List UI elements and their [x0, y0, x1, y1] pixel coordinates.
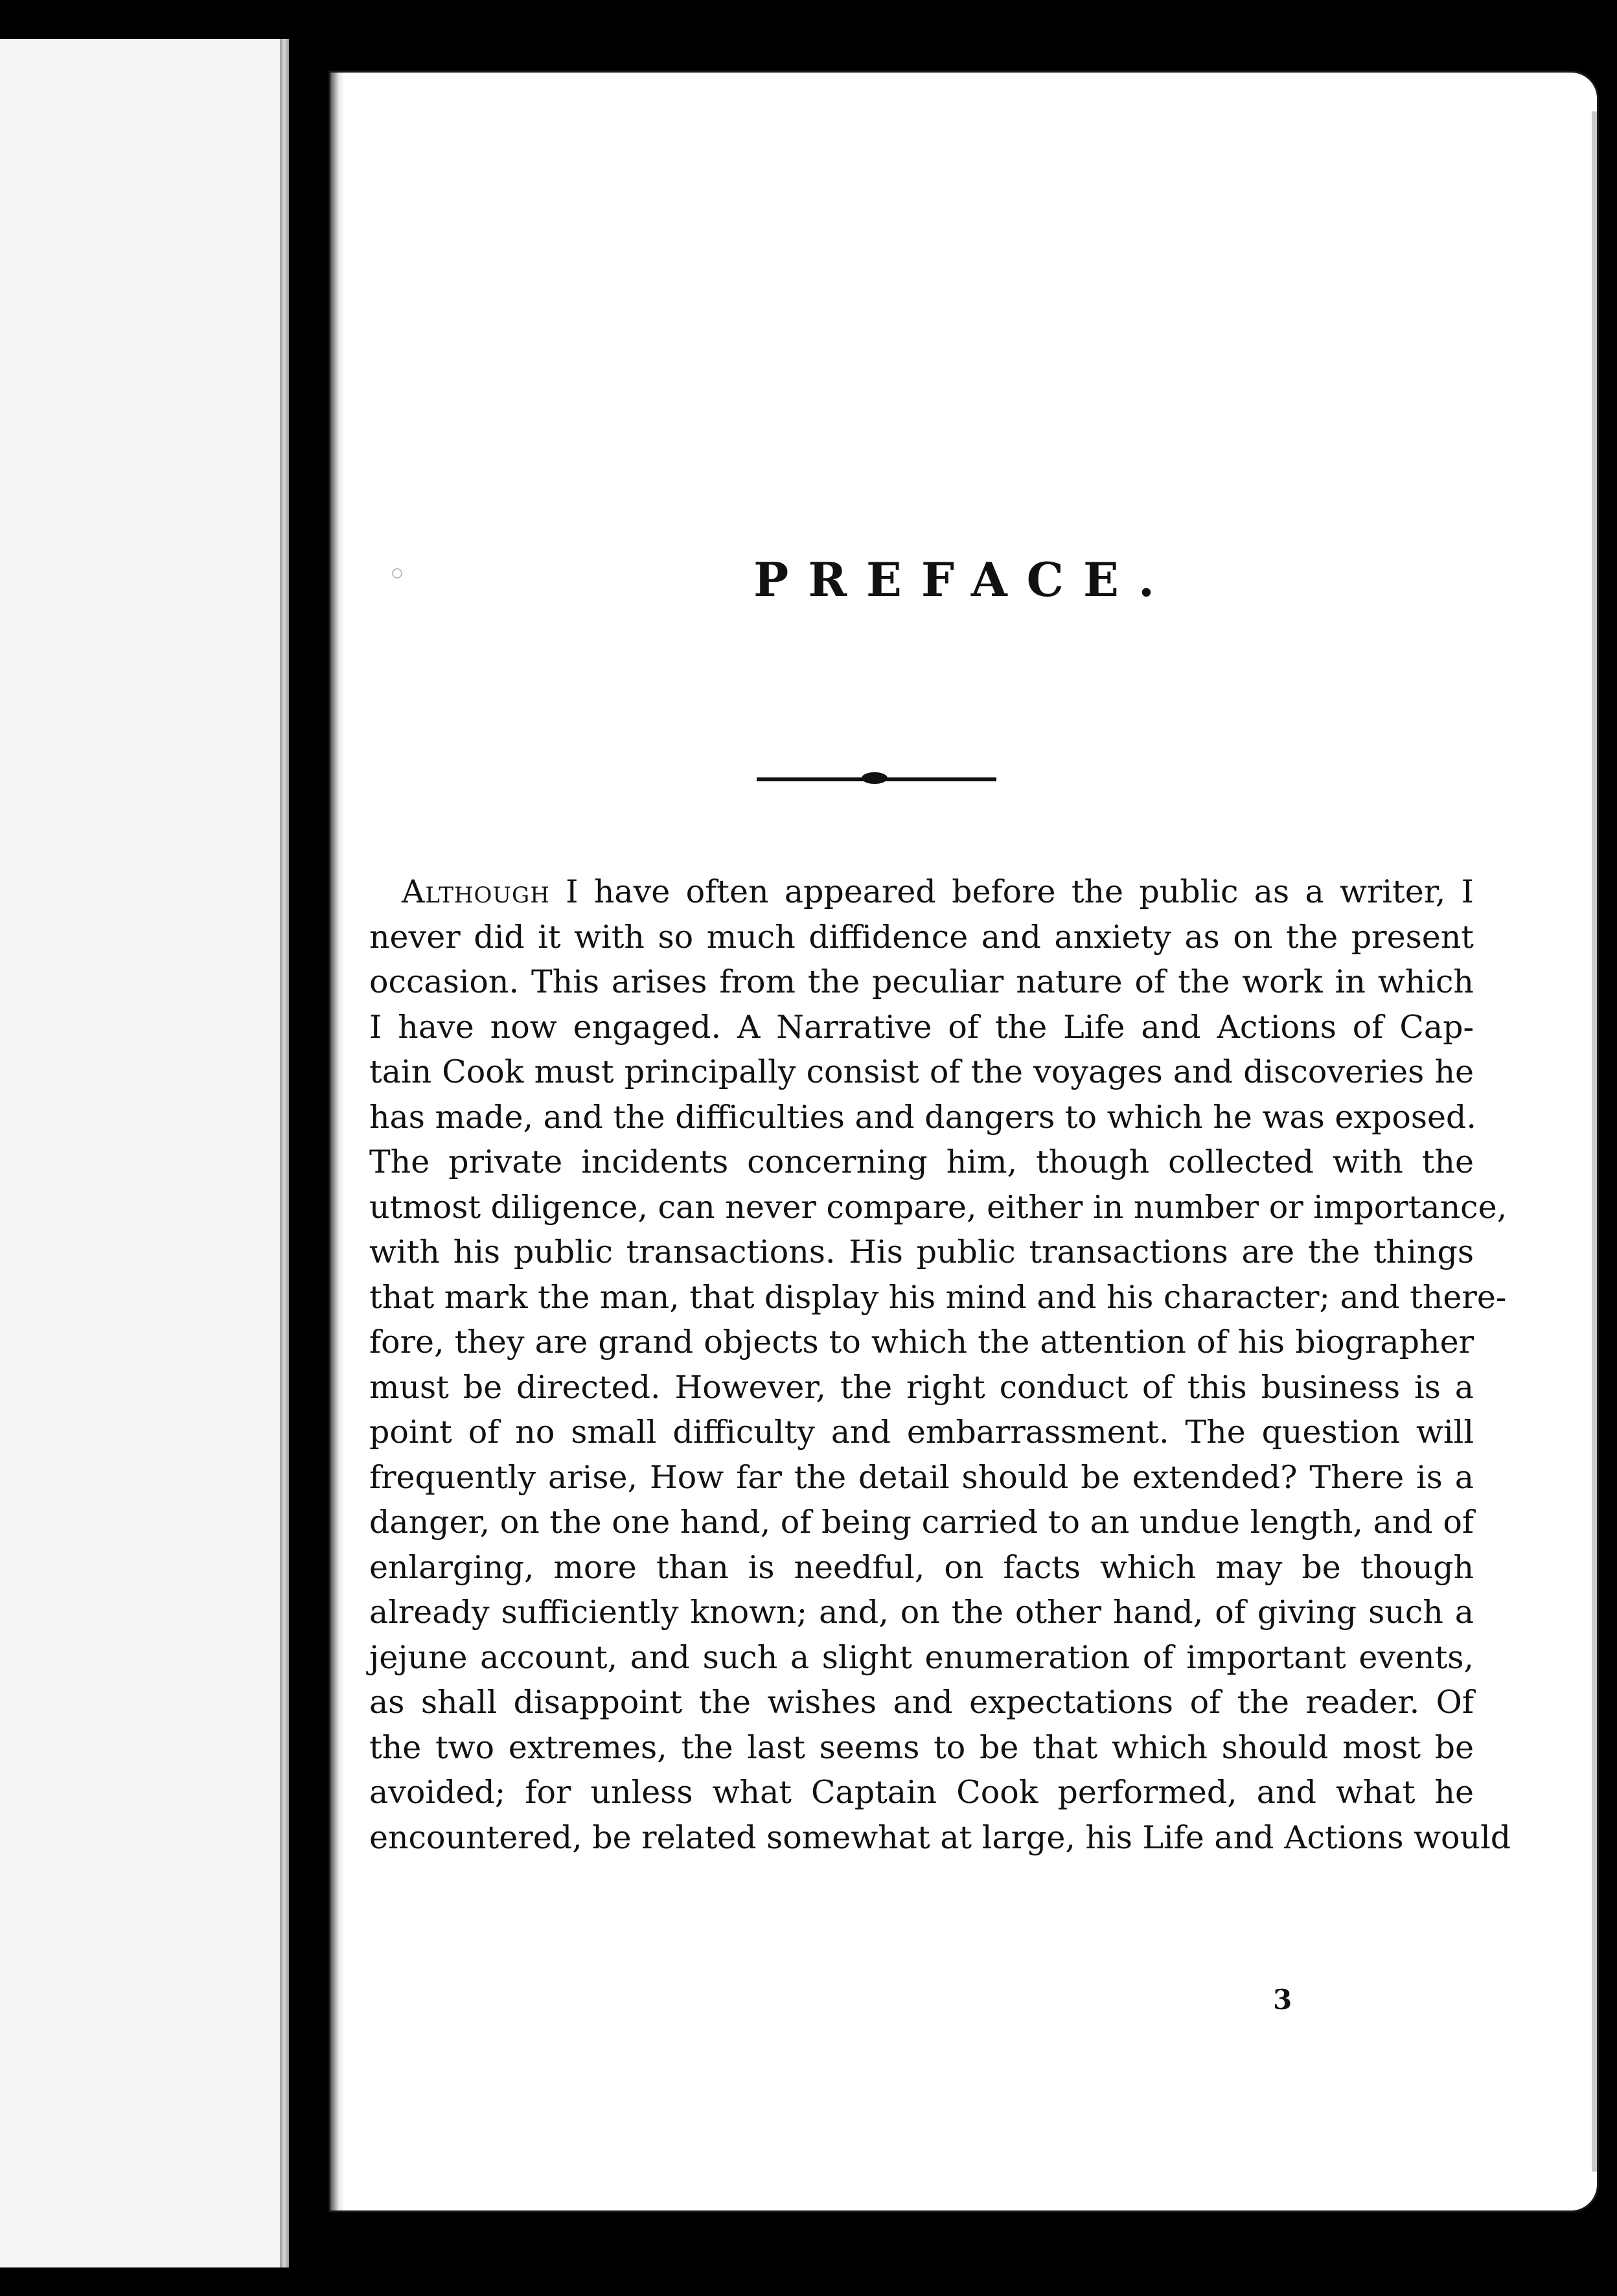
text-line: encountered, be related somewhat at large, his Life and Actions would	[369, 1819, 1511, 1856]
text-line: avoided; for unless what Captain Cook performed, and what he	[369, 1774, 1474, 1811]
rule-ornament-icon	[862, 772, 888, 784]
text-line: point of no small difficulty and embarrassment. The question will	[369, 1414, 1474, 1451]
text-line: fore, they are grand objects to which the attention of his biographer	[369, 1324, 1474, 1360]
text-line: must be directed. However, the right conduct of this business is a	[369, 1368, 1474, 1406]
page-binding-edge	[330, 73, 345, 2210]
text-line: occasion. This arises from the peculiar nature of the work in which	[369, 963, 1474, 1000]
text-line: that mark the man, that display his mind and his character; and there-	[369, 1278, 1507, 1316]
text-line: has made, and the difficulties and dangers to which he was exposed.	[369, 1098, 1476, 1136]
page-title: PREFACE.	[753, 552, 1174, 607]
text-line: with his public transactions. His public transactions are the things	[369, 1234, 1474, 1270]
lead-word: Although	[402, 873, 550, 910]
page-number: 3	[1273, 1984, 1292, 2015]
text-line: Although I have often appeared before the public as a writer, I	[402, 873, 1474, 910]
text-line: as shall disappoint the wishes and expectations of the reader. Of	[369, 1684, 1474, 1721]
text-line: the two extremes, the last seems to be that which should most be	[369, 1728, 1474, 1766]
text-line: danger, on the one hand, of being carried to an undue length, and of	[369, 1504, 1474, 1541]
text-line: jejune account, and such a slight enumeration of important events,	[369, 1638, 1474, 1676]
preface-text	[369, 869, 1511, 1860]
text-line: already sufficiently known; and, on the other hand, of giving such a	[369, 1594, 1474, 1631]
text-line: frequently arise, How far the detail should be extended? There is a	[369, 1458, 1474, 1496]
page-gutter-shadow	[280, 39, 289, 2267]
text-line: utmost diligence, can never compare, either in number or importance,	[369, 1188, 1508, 1226]
text-line: never did it with so much diffidence and anxiety as on the present	[369, 918, 1474, 956]
book-page	[330, 73, 1597, 2210]
page-right-edge	[1592, 111, 1597, 2172]
text-line: enlarging, more than is needful, on facts which may be though	[369, 1548, 1474, 1586]
text-line: I have now engaged. A Narrative of the Life and Actions of Cap-	[369, 1008, 1474, 1046]
text-line: tain Cook must principally consist of the voyages and discoveries he	[369, 1053, 1474, 1090]
text-line: The private incidents concerning him, though collected with the	[369, 1143, 1474, 1180]
previous-page	[0, 39, 285, 2267]
